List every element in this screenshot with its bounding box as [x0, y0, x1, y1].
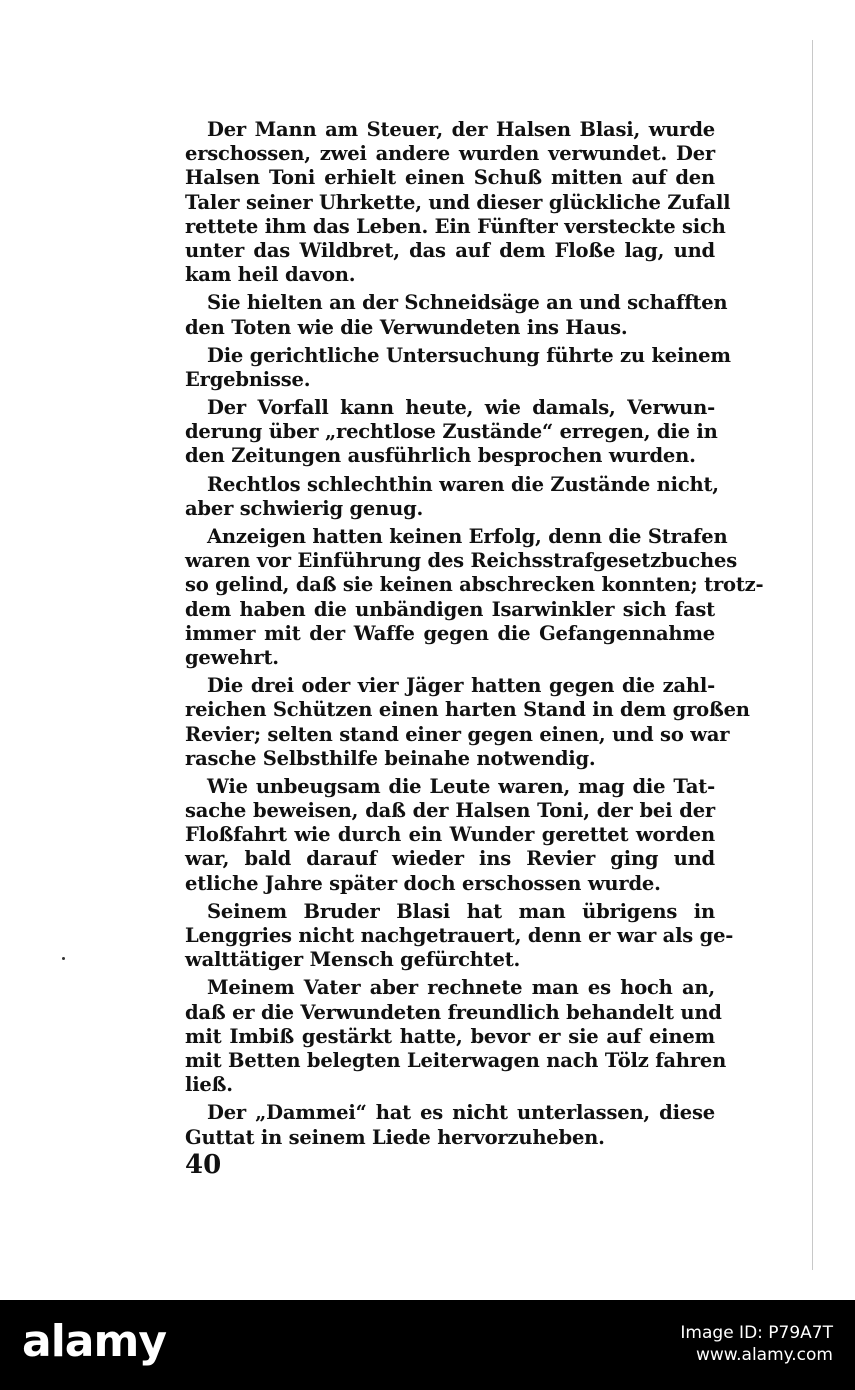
- text-line: Der Mann am Steuer, der Halsen Blasi, wurde: [207, 118, 715, 141]
- text-line: Der „Dammei“ hat es nicht unterlassen, diese: [207, 1101, 715, 1125]
- text-line: rettete ihm das Leben. Ein Fünfter versteckte sich: [185, 214, 726, 238]
- text-line: Revier; selten stand einer gegen einen, und so war: [185, 722, 730, 746]
- text-line: dem haben die unbändigen Isarwinkler sich fast: [185, 597, 715, 621]
- text-line: Taler seiner Uhrkette, und dieser glückliche Zufall: [185, 190, 731, 214]
- text-line: Anzeigen hatten keinen Erfolg, denn die Strafen: [207, 525, 728, 548]
- text-line: daß er die Verwundeten freundlich behandelt und: [185, 1000, 722, 1024]
- text-line: Sie hielten an der Schneidsäge an und schafften: [207, 291, 728, 315]
- text-line: sache beweisen, daß der Halsen Toni, der bei der: [185, 799, 715, 823]
- page-number: 40: [185, 1150, 222, 1180]
- text-line: Seinem Bruder Blasi hat man übrigens in: [207, 899, 715, 923]
- text-line: Halsen Toni erhielt einen Schuß mitten auf den: [185, 166, 715, 190]
- text-line: immer mit der Waffe gegen die Gefangennahme: [185, 621, 715, 645]
- page-edge-line: [812, 40, 813, 1270]
- text-line: walttätiger Mensch gefürchtet.: [185, 948, 521, 972]
- text-line: Lenggries nicht nachgetrauert, denn er war als ge-: [185, 924, 734, 947]
- text-line: aber schwierig genug.: [185, 496, 424, 520]
- text-line: Rechtlos schlechthin waren die Zustände nicht,: [207, 472, 719, 496]
- image-id: Image ID: P79A7T: [680, 1323, 833, 1343]
- scan-speck: [62, 957, 65, 960]
- text-line: so gelind, daß sie keinen abschrecken konnten; trotz-: [185, 573, 764, 597]
- text-line: gewehrt.: [185, 645, 279, 669]
- text-line: den Toten wie die Verwundeten ins Haus.: [185, 315, 628, 339]
- text-line: war, bald darauf wieder ins Revier ging und: [185, 847, 715, 871]
- text-line: den Zeitungen ausführlich besprochen wurden.: [185, 444, 696, 468]
- text-line: Der Vorfall kann heute, wie damals, Verwun-: [207, 396, 715, 420]
- footer-info: [680, 1322, 833, 1366]
- text-line: Floßfahrt wie durch ein Wunder gerettet worden: [185, 823, 715, 847]
- text-line: Wie unbeugsam die Leute waren, mag die Tat-: [207, 774, 715, 798]
- text-line: Die gerichtliche Untersuchung führte zu keinem: [207, 343, 731, 367]
- text-line: ließ.: [185, 1073, 233, 1097]
- text-line: derung über „rechtlose Zustände“ erregen, die in: [185, 420, 718, 444]
- text-line: erschossen, zwei andere wurden verwundet. Der: [185, 142, 715, 166]
- site-url: www.alamy.com: [695, 1345, 833, 1365]
- text-line: reichen Schützen einen harten Stand in dem großen: [185, 698, 750, 722]
- text-line: kam heil davon.: [185, 263, 356, 287]
- text-line: waren vor Einführung des Reichsstrafgesetzbuches: [185, 549, 738, 573]
- text-line: mit Imbiß gestärkt hatte, bevor er sie auf einem: [185, 1024, 715, 1048]
- text-line: mit Betten belegten Leiterwagen nach Tölz fahren: [185, 1048, 727, 1072]
- text-line: unter das Wildbret, das auf dem Floße lag, und: [185, 238, 715, 262]
- text-line: Die drei oder vier Jäger hatten gegen die zahl-: [207, 674, 715, 698]
- text-line: Meinem Vater aber rechnete man es hoch an,: [207, 976, 715, 1000]
- body-text: [185, 118, 764, 1150]
- text-line: etliche Jahre später doch erschossen wurde.: [185, 871, 661, 895]
- alamy-logo: alamy: [22, 1316, 166, 1367]
- text-line: Ergebnisse.: [185, 367, 311, 391]
- text-line: Guttat in seinem Liede hervorzuheben.: [185, 1125, 605, 1149]
- text-line: rasche Selbsthilfe beinahe notwendig.: [185, 746, 596, 770]
